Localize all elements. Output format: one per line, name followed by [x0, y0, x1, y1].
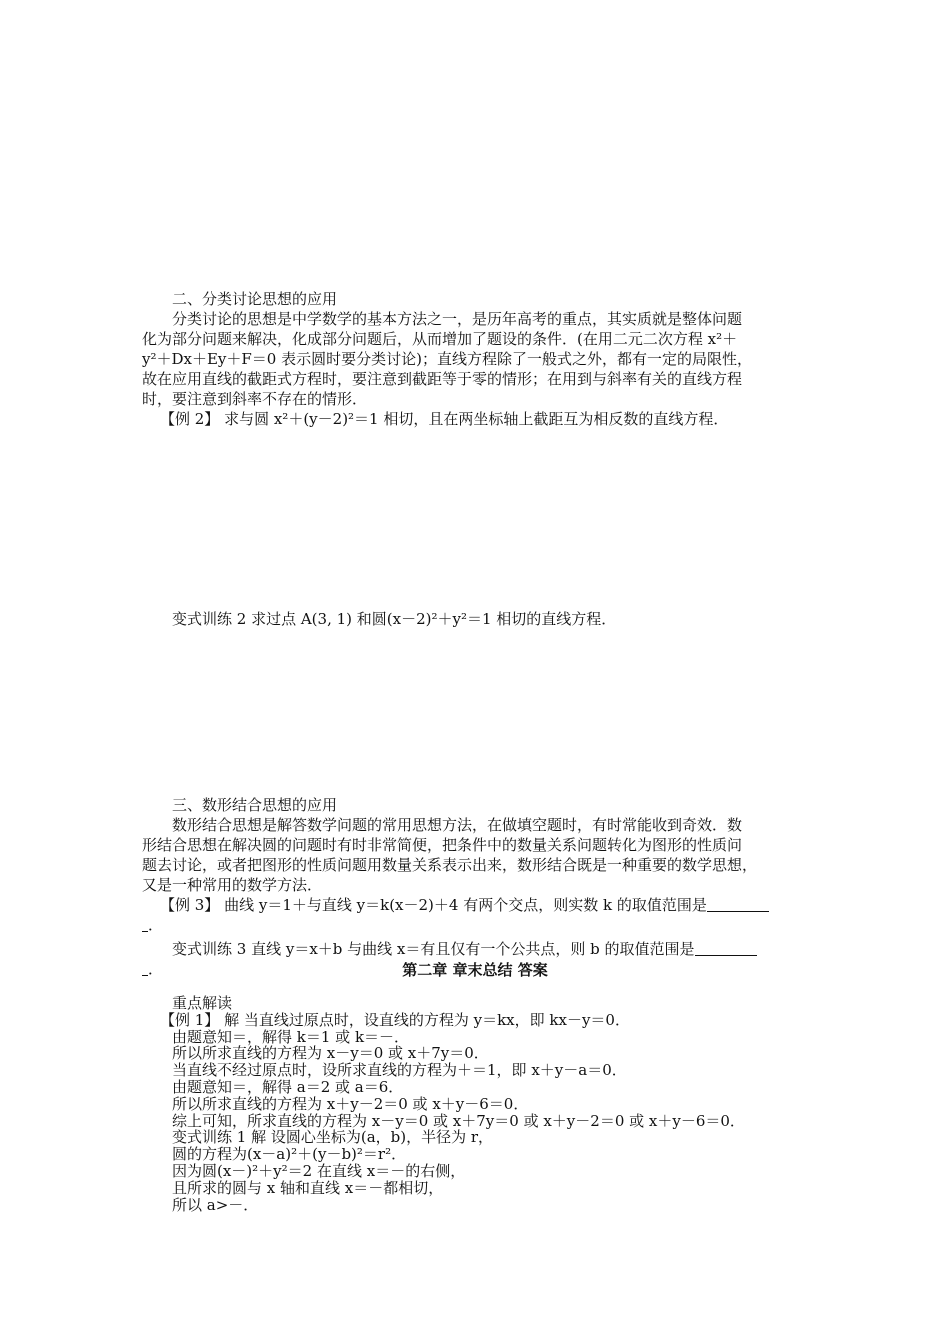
answer-line: 所以 a>－．: [172, 1195, 259, 1214]
answer-line: 且所求的圆与 x 轴和直线 x＝－都相切，: [172, 1178, 444, 1197]
example-three-tail: ．: [142, 915, 812, 935]
section-three: [142, 795, 812, 979]
variant-three: [142, 939, 812, 959]
answer-line: 由题意知＝，解得 k＝1 或 k＝－．: [172, 1027, 410, 1046]
answer-line: 综上可知，所求直线的方程为 x－y＝0 或 x＋7y＝0 或 x＋y－2＝0 或 x＋y－6＝0．: [172, 1111, 745, 1130]
paragraph-line: 时，要注意到斜率不存在的情形．: [142, 390, 368, 408]
answers-body: [142, 995, 812, 1213]
example-three-text: 【例 3】 曲线 y＝1＋与直线 y＝k(x－2)＋4 有两个交点，则实数 k 的取值范围是: [160, 896, 707, 914]
answer-line: 【例 1】 解 当直线过原点时，设直线的方程为 y＝kx，即 kx－y＝0．: [160, 1010, 630, 1029]
paragraph-line: 又是一种常用的数学方法．: [142, 876, 323, 894]
answer-line: 所以所求直线的方程为 x＋y－2＝0 或 x＋y－6＝0．: [172, 1094, 529, 1113]
paragraph-line: 数形结合思想是解答数学问题的常用思想方法，在做填空题时，有时常能收到奇效．数: [172, 816, 743, 834]
paragraph-line: 故在应用直线的截距式方程时，要注意到截距等于零的情形；在用到与斜率有关的直线方程: [142, 370, 743, 388]
variant-two: [142, 609, 812, 629]
section-two-heading: 二、分类讨论思想的应用: [172, 290, 338, 308]
example-two: 【例 2】 求与圆 x²＋(y－2)²＝1 相切，且在两坐标轴上截距互为相反数的直线方程．: [160, 410, 729, 428]
paragraph-line: 化为部分问题来解决，化成部分问题后，从而增加了题设的条件．(在用二元二次方程 x²＋: [142, 330, 738, 348]
answer-line: 变式训练 1 解 设圆心坐标为(a，b)，半径为 r，: [172, 1128, 494, 1147]
section-two: [142, 289, 812, 429]
paragraph-line: 分类讨论的思想是中学数学的基本方法之一，是历年高考的重点，其实质就是整体问题: [172, 310, 743, 328]
example-three: [142, 895, 812, 915]
variant-three-text: 变式训练 3 直线 y＝x＋b 与曲线 x＝有且仅有一个公共点，则 b 的取值范围是: [172, 940, 695, 958]
answer-line: 当直线不经过原点时，设所求直线的方程为＋＝1，即 x＋y－a＝0．: [172, 1061, 627, 1080]
answer-line: 由题意知＝，解得 a＝2 或 a＝6．: [172, 1077, 404, 1096]
paragraph-line: y²＋Dx＋Ey＋F＝0 表示圆时要分类讨论)；直线方程除了一般式之外，都有一定的局限性，: [142, 350, 752, 368]
variant-three-tail: ．: [142, 959, 812, 979]
answer-line: 因为圆(x－)²＋y²＝2 在直线 x＝－的右侧，: [172, 1161, 466, 1180]
answers-title: 第二章 章末总结 答案: [402, 961, 548, 979]
answer-blank[interactable]: [695, 941, 757, 956]
answer-line: 圆的方程为(x－a)²＋(y－b)²＝r²．: [172, 1145, 407, 1164]
section-three-heading: 三、数形结合思想的应用: [172, 796, 338, 814]
answer-line: 重点解读: [172, 994, 233, 1012]
variant-two-text: 变式训练 2 求过点 A(3, 1) 和圆(x－2)²＋y²＝1 相切的直线方程．: [172, 610, 617, 628]
answer-blank[interactable]: [707, 897, 769, 912]
paragraph-line: 题去讨论，或者把图形的性质问题用数量关系表示出来，数形结合既是一种重要的数学思想，: [142, 856, 758, 874]
paragraph-line: 形结合思想在解决圆的问题时有时非常简便，把条件中的数量关系问题转化为图形的性质问: [142, 836, 743, 854]
answer-line: 所以所求直线的方程为 x－y＝0 或 x＋7y＝0．: [172, 1044, 489, 1063]
